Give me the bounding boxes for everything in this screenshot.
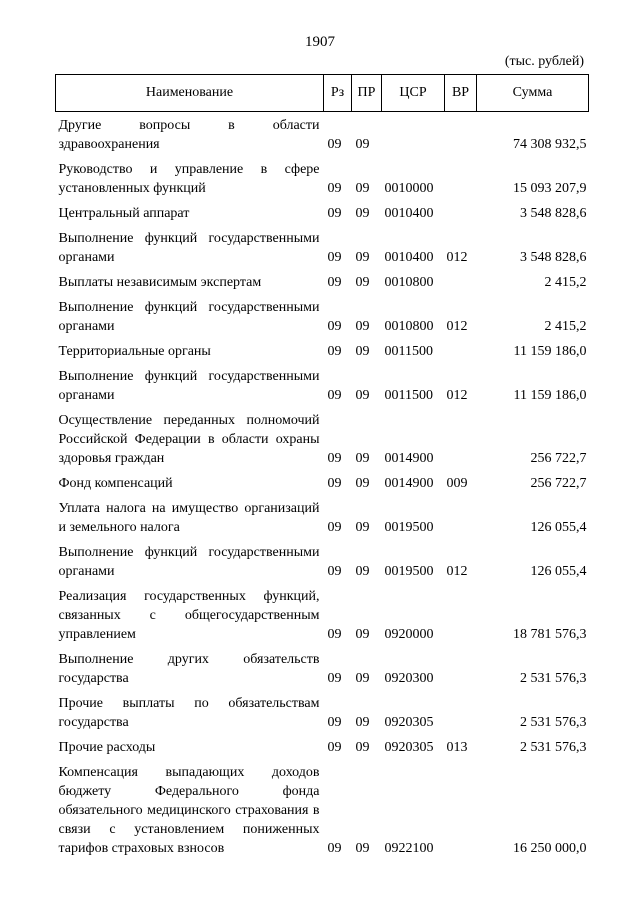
cell-vr — [445, 688, 477, 732]
cell-csr: 0920305 — [384, 740, 434, 755]
cell-vr: 013 — [446, 740, 468, 755]
cell-rz: 09 — [327, 841, 342, 856]
cell-name: Выполнение функций государственными органами — [58, 231, 320, 265]
units-label: (тыс. рублей) — [504, 54, 584, 69]
cell-rz: 09 — [327, 476, 342, 491]
cell-rz: 09 — [327, 451, 342, 466]
header-vr: ВР — [445, 75, 477, 112]
cell-vr: 012 — [446, 250, 468, 265]
cell-name: Руководство и управление в сфере установленных функций — [58, 162, 320, 196]
cell-sum: 256 722,7 — [530, 451, 587, 466]
cell-name: Компенсация выпадающих доходов бюджету Федерального фонда обязательного медицинского страхования в связи с установлением пониженных тарифов страховых взносов — [58, 765, 320, 856]
cell-name: Реализация государственных функций, связанных с общегосударственным управлением — [58, 589, 320, 642]
table-row — [56, 267, 589, 292]
cell-csr: 0920000 — [384, 627, 434, 642]
table-row — [56, 644, 589, 688]
table-row — [56, 757, 589, 858]
cell-csr: 0014900 — [384, 476, 434, 491]
cell-sum: 126 055,4 — [530, 564, 587, 579]
cell-csr: 0010000 — [384, 181, 434, 196]
cell-pr: 09 — [355, 181, 370, 196]
cell-pr: 09 — [355, 520, 370, 535]
cell-vr: 012 — [446, 388, 468, 403]
cell-pr: 09 — [355, 275, 370, 290]
cell-rz: 09 — [327, 564, 342, 579]
cell-name: Центральный аппарат — [58, 206, 190, 221]
cell-vr — [445, 644, 477, 688]
cell-pr: 09 — [355, 715, 370, 730]
table-row — [56, 112, 589, 155]
cell-vr — [445, 493, 477, 537]
cell-name: Другие вопросы в области здравоохранения — [58, 118, 320, 152]
cell-pr: 09 — [355, 137, 370, 152]
cell-name: Прочие выплаты по обязательствам государства — [58, 696, 320, 730]
table-row — [56, 154, 589, 198]
table-row — [56, 688, 589, 732]
cell-rz: 09 — [327, 715, 342, 730]
cell-sum: 256 722,7 — [530, 476, 587, 491]
cell-sum: 18 781 576,3 — [513, 627, 587, 642]
header-csr: ЦСР — [382, 75, 445, 112]
table-row — [56, 732, 589, 757]
cell-sum: 11 159 186,0 — [513, 344, 587, 359]
cell-rz: 09 — [327, 344, 342, 359]
table-header-row — [56, 75, 589, 112]
table-row — [56, 336, 589, 361]
cell-vr — [445, 581, 477, 644]
cell-rz: 09 — [327, 206, 342, 221]
cell-sum: 15 093 207,9 — [513, 181, 587, 196]
cell-csr: 0019500 — [384, 520, 434, 535]
table-row — [56, 537, 589, 581]
table-row — [56, 493, 589, 537]
cell-vr — [445, 267, 477, 292]
cell-pr: 09 — [355, 451, 370, 466]
cell-sum: 2 415,2 — [544, 319, 587, 334]
header-pr: ПР — [352, 75, 382, 112]
table-row — [56, 223, 589, 267]
cell-rz: 09 — [327, 275, 342, 290]
cell-name: Выполнение других обязательств государства — [58, 652, 320, 686]
cell-rz: 09 — [327, 671, 342, 686]
header-name: Наименование — [56, 75, 324, 112]
table-row — [56, 292, 589, 336]
cell-name: Осуществление переданных полномочий Российской Федерации в области охраны здоровья граждан — [58, 413, 320, 466]
cell-vr — [445, 198, 477, 223]
cell-vr: 012 — [446, 319, 468, 334]
cell-name: Уплата налога на имущество организаций и земельного налога — [58, 501, 320, 535]
cell-pr: 09 — [355, 250, 370, 265]
cell-sum: 3 548 828,6 — [520, 250, 587, 265]
cell-sum: 11 159 186,0 — [513, 388, 587, 403]
cell-rz: 09 — [327, 388, 342, 403]
cell-rz: 09 — [327, 250, 342, 265]
cell-pr: 09 — [355, 564, 370, 579]
cell-pr: 09 — [355, 740, 370, 755]
cell-sum: 74 308 932,5 — [513, 137, 587, 152]
cell-csr: 0010400 — [384, 206, 434, 221]
cell-name: Фонд компенсаций — [58, 476, 173, 491]
cell-csr — [382, 112, 445, 155]
cell-name: Выполнение функций государственными органами — [58, 369, 320, 403]
table-row — [56, 468, 589, 493]
cell-pr: 09 — [355, 388, 370, 403]
table-row — [56, 405, 589, 468]
cell-pr: 09 — [355, 476, 370, 491]
cell-pr: 09 — [355, 206, 370, 221]
cell-csr: 0011500 — [384, 388, 433, 403]
cell-rz: 09 — [327, 520, 342, 535]
header-rz: Рз — [324, 75, 352, 112]
cell-vr — [445, 154, 477, 198]
cell-pr: 09 — [355, 671, 370, 686]
cell-rz: 09 — [327, 319, 342, 334]
cell-sum: 3 548 828,6 — [520, 206, 587, 221]
cell-sum: 2 531 576,3 — [520, 671, 587, 686]
cell-sum: 126 055,4 — [530, 520, 587, 535]
cell-rz: 09 — [327, 181, 342, 196]
table-row — [56, 361, 589, 405]
table-row — [56, 581, 589, 644]
cell-csr: 0014900 — [384, 451, 434, 466]
table-row — [56, 198, 589, 223]
page-number: 1907 — [305, 34, 335, 50]
cell-csr: 0922100 — [384, 841, 434, 856]
cell-vr — [445, 336, 477, 361]
cell-csr: 0010800 — [384, 275, 434, 290]
cell-sum: 2 531 576,3 — [520, 715, 587, 730]
cell-csr: 0010400 — [384, 250, 434, 265]
cell-name: Прочие расходы — [58, 740, 156, 755]
cell-sum: 16 250 000,0 — [513, 841, 587, 856]
cell-rz: 09 — [327, 137, 342, 152]
cell-vr: 012 — [446, 564, 468, 579]
cell-name: Выполнение функций государственными органами — [58, 545, 320, 579]
cell-pr: 09 — [355, 319, 370, 334]
cell-name: Выплаты независимым экспертам — [58, 275, 262, 290]
cell-pr: 09 — [355, 627, 370, 642]
cell-sum: 2 415,2 — [544, 275, 587, 290]
cell-vr — [445, 112, 477, 155]
header-sum: Сумма — [477, 75, 589, 112]
cell-csr: 0011500 — [384, 344, 433, 359]
cell-name: Территориальные органы — [58, 344, 211, 359]
cell-csr: 0010800 — [384, 319, 434, 334]
cell-name: Выполнение функций государственными органами — [58, 300, 320, 334]
cell-vr — [445, 757, 477, 858]
cell-vr: 009 — [446, 476, 468, 491]
cell-rz: 09 — [327, 740, 342, 755]
cell-pr: 09 — [355, 344, 370, 359]
cell-rz: 09 — [327, 627, 342, 642]
cell-csr: 0920300 — [384, 671, 434, 686]
cell-vr — [445, 405, 477, 468]
budget-table — [55, 74, 589, 858]
cell-csr: 0019500 — [384, 564, 434, 579]
cell-pr: 09 — [355, 841, 370, 856]
cell-sum: 2 531 576,3 — [520, 740, 587, 755]
cell-csr: 0920305 — [384, 715, 434, 730]
